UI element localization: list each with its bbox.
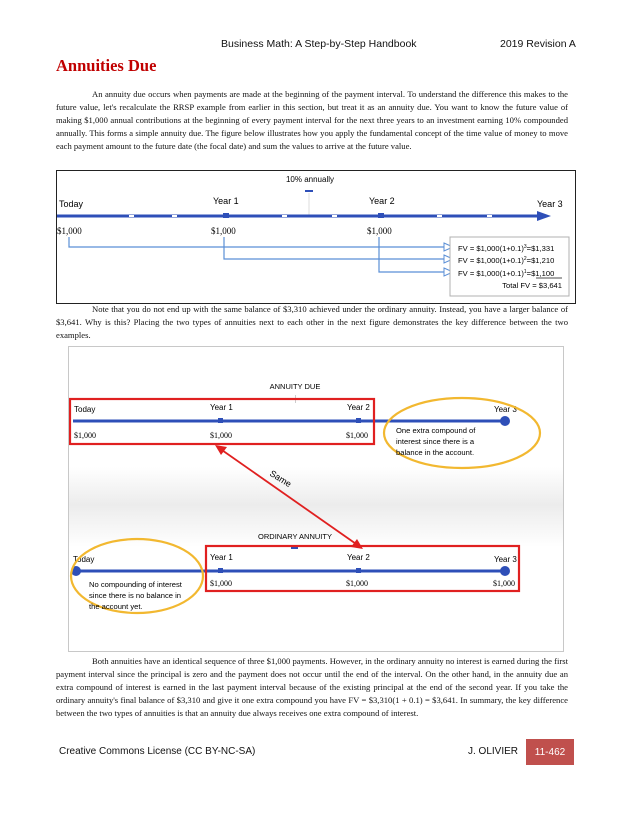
oa-note-line-1: No compounding of interest bbox=[89, 580, 182, 589]
ad-end-dot bbox=[500, 416, 510, 426]
footer-author: J. OLIVIER bbox=[468, 746, 519, 757]
oa-label-today: Today bbox=[73, 555, 95, 564]
ad-payment-year2: $1,000 bbox=[346, 431, 368, 440]
rate-marker bbox=[291, 547, 298, 549]
tick-minor bbox=[437, 215, 442, 217]
tick-year1 bbox=[223, 213, 229, 218]
oa-note-line-2: since there is no balance in bbox=[89, 591, 182, 600]
tick-minor bbox=[282, 215, 287, 217]
calc-line-1: FV = $\$1,000(1+0.1)^3=\$1,331$ bbox=[458, 244, 555, 253]
figure-timeline-annuity-due bbox=[56, 170, 576, 304]
tick-minor bbox=[172, 215, 177, 217]
payment-today: $1,000 bbox=[57, 226, 82, 236]
label-year2: Year 2 bbox=[369, 196, 395, 206]
oa-note-line-3: the account yet. bbox=[89, 602, 143, 611]
oa-payment-year2: $1,000 bbox=[346, 579, 368, 588]
figure-comparison bbox=[68, 346, 564, 652]
ad-payment-today: $1,000 bbox=[74, 431, 96, 440]
tick-minor bbox=[129, 215, 134, 217]
ad-label-year3: Year 3 bbox=[494, 405, 517, 414]
comparison-svg bbox=[69, 347, 563, 651]
payment-year1: $1,000 bbox=[211, 226, 236, 236]
calc-total: Total FV = $3,641 bbox=[502, 281, 562, 290]
section-title: Annuities Due bbox=[56, 56, 157, 75]
footer-license: Creative Commons License (CC BY-NC-SA) bbox=[59, 746, 256, 757]
oa-label-year2: Year 2 bbox=[347, 553, 370, 562]
ad-label-year1: Year 1 bbox=[210, 403, 233, 412]
annuity-due-title: ANNUITY DUE bbox=[269, 382, 321, 391]
same-arrowhead-bottom bbox=[351, 539, 363, 549]
closing-paragraph: Both annuities have an identical sequence of three $1,000 payments. However, in the ordinary annuity no interest is earned during the first payment interval since the principal is zero and the payment does not occur until the end of the interval. On the other hand, in the annuity due an extra compound of interest is earned in the last payment interval because of the existing principal at the end of the second year. If you take the ordinary annuity's final balance of $3,310 and give it one extra compound you have FV = $3,310(1 + 0.1) = $3,641. In summary, the key difference between the two types of annuities is that an annuity due always receives one extra compound of interest. bbox=[56, 656, 568, 718]
rate-label: 10% annually bbox=[285, 175, 335, 184]
oa-label-year1: Year 1 bbox=[210, 553, 233, 562]
calc-line-2: FV = $\$1,000(1+0.1)^2=\$1,210$ bbox=[458, 256, 555, 265]
calc-line-3: FV = $\$1,000(1+0.1)^1=\$1,100$ bbox=[458, 269, 555, 278]
tick-minor bbox=[332, 215, 337, 217]
page-number: 11-462 bbox=[526, 739, 574, 765]
timeline-arrowhead bbox=[537, 211, 551, 221]
ad-label-year2: Year 2 bbox=[347, 403, 370, 412]
same-arrowhead-top bbox=[215, 445, 227, 455]
oa-label-year3: Year 3 bbox=[494, 555, 517, 564]
ad-note-line-3: balance in the account. bbox=[396, 448, 475, 457]
ad-tick-year2 bbox=[356, 418, 361, 423]
intro-paragraph: An annuity due occurs when payments are made at the beginning of the payment interval. To understand the difference this makes to the future value, let's recalculate the RRSP example from earlier in this section, but treat it as an annuity due. You want to know the future value of making $1,000 annual contributions at the beginning of every payment interval for the next three years to an investment earning 10% compounded annually. This forms a simple annuity due. The figure below illustrates how you apply the fundamental concept of the time value of money to move each payment amount to the future date (the focal date) and sum the values to arrive at the future value. bbox=[56, 89, 568, 151]
ad-label-today: Today bbox=[74, 405, 96, 414]
oa-payment-year1: $1,000 bbox=[210, 579, 232, 588]
tick-minor bbox=[487, 215, 492, 217]
label-year3: Year 3 bbox=[537, 199, 563, 209]
book-title: Business Math: A Step-by-Step Handbook bbox=[221, 38, 417, 50]
timeline-svg bbox=[57, 171, 575, 303]
revision-label: 2019 Revision A bbox=[500, 38, 576, 50]
middle-paragraph: Note that you do not end up with the same balance of $3,310 achieved under the ordinary annuity. Instead, you have a larger balance of $3,641. Why is this? Placing the two types of annuities next to each other in the next figure demonstrates the key difference between the two examples. bbox=[56, 304, 568, 340]
payment-year2: $1,000 bbox=[367, 226, 392, 236]
ordinary-annuity-title: ORDINARY ANNUITY bbox=[258, 532, 332, 541]
flow-arrow-year1 bbox=[224, 237, 445, 259]
rate-marker bbox=[305, 190, 313, 192]
label-year1: Year 1 bbox=[213, 196, 239, 206]
flow-arrow-today bbox=[69, 237, 445, 247]
same-label: Same bbox=[267, 468, 294, 490]
ad-note-line-1: One extra compound of bbox=[396, 426, 476, 435]
oa-tick-year2 bbox=[356, 568, 361, 573]
oa-payment-year3: $1,000 bbox=[493, 579, 515, 588]
label-today: Today bbox=[59, 199, 84, 209]
ad-payment-year1: $1,000 bbox=[210, 431, 232, 440]
tick-year2 bbox=[378, 213, 384, 218]
flow-arrow-year2 bbox=[379, 237, 445, 272]
oa-end-dot bbox=[500, 566, 510, 576]
ad-tick-year1 bbox=[218, 418, 223, 423]
oa-tick-year1 bbox=[218, 568, 223, 573]
ad-note-line-2: interest since there is a bbox=[396, 437, 475, 446]
